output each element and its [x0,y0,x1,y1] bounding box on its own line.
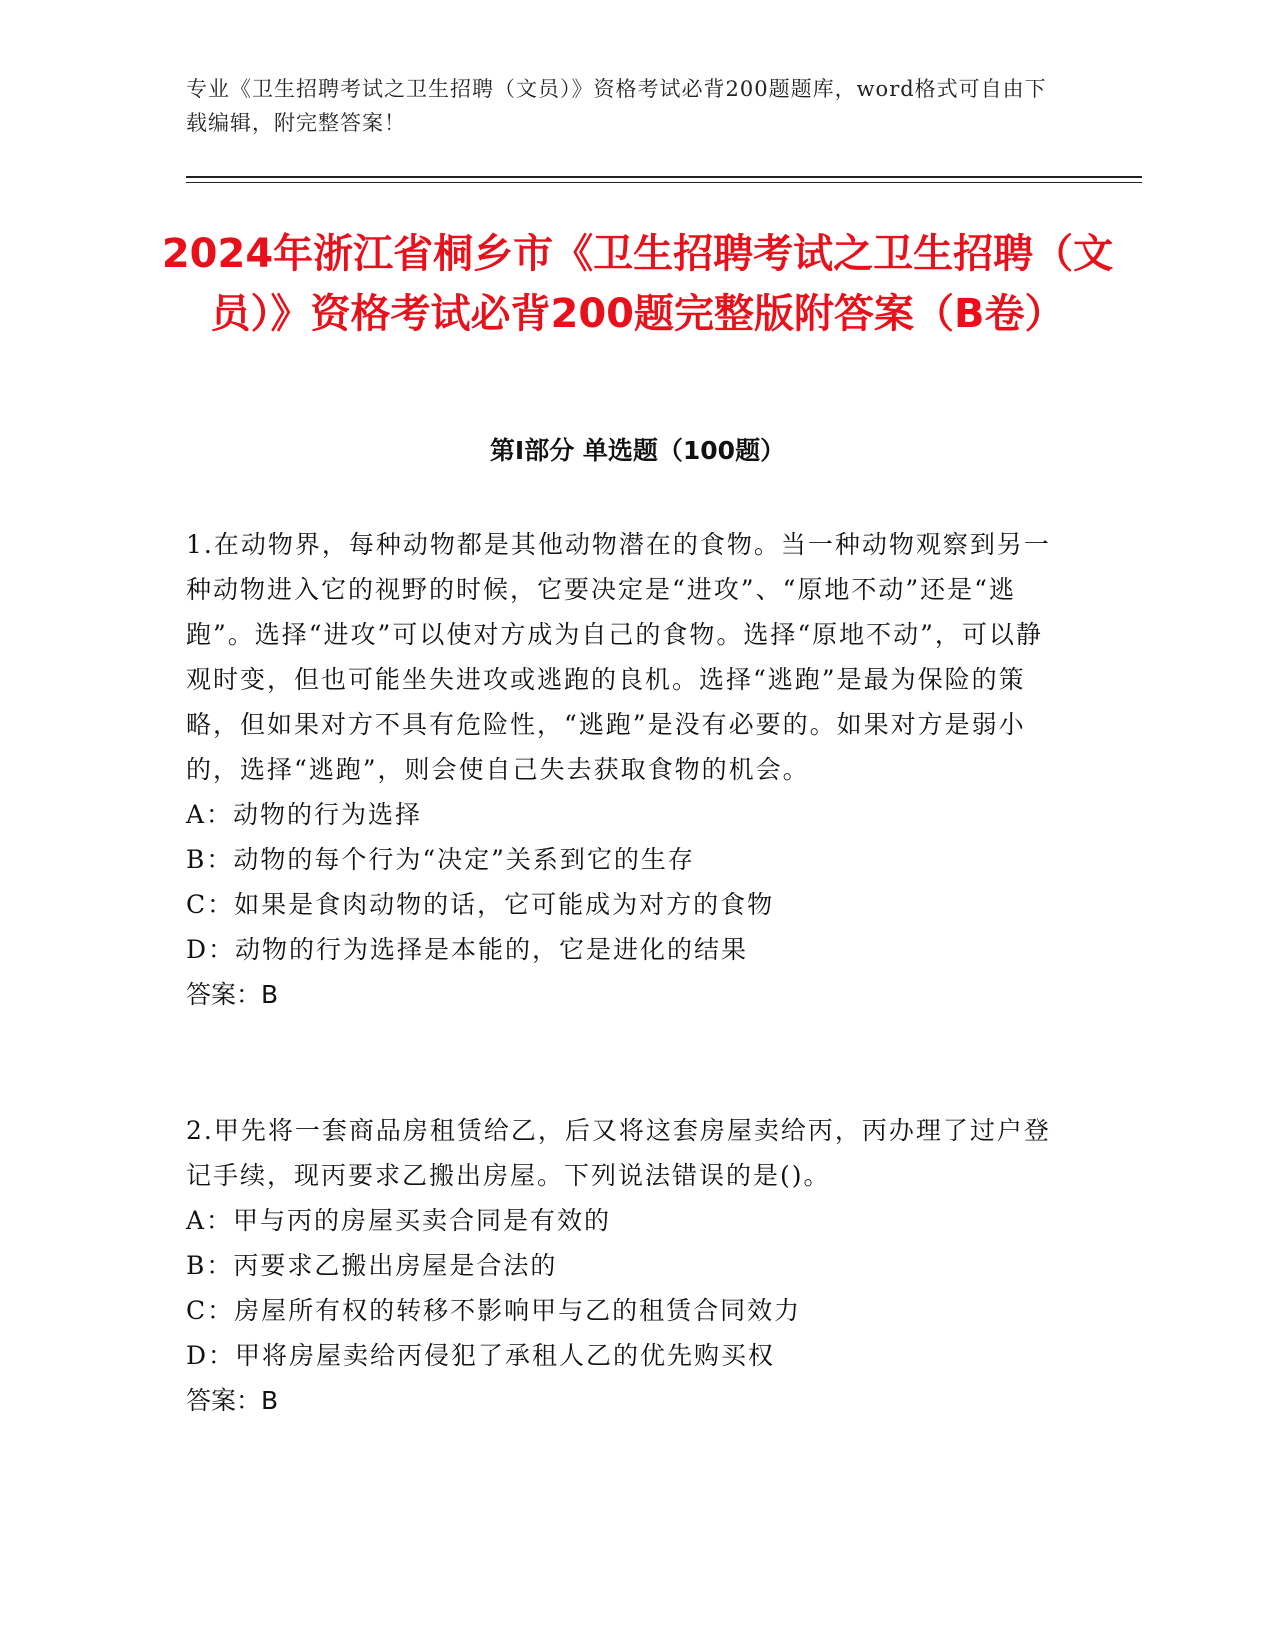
option-b: B：动物的每个行为“决定”关系到它的生存 [186,845,695,874]
option-b: B：丙要求乙搬出房屋是合法的 [186,1251,558,1280]
header-divider-thin [186,182,1142,183]
document-title: 2024年浙江省桐乡市《卫生招聘考试之卫生招聘（文员）》资格考试必背200题完整版附答案（B卷） [161,231,1114,337]
answer: 答案：B [186,980,279,1009]
question-stem: 1.在动物界，每种动物都是其他动物潜在的食物。当一种动物观察到另一种动物进入它的视野的时候，它要决定是“进攻”、“原地不动”还是“逃跑”。选择“进攻”可以使对方成为自己的食物。选择“原地不动”，可以静观时变，但也可能坐失进攻或逃跑的良机。选择“逃跑”是最为保险的策略，但如果对方不具有危险性，“逃跑”是没有必要的。如果对方是弱小的，选择“逃跑”，则会使自己失去获取食物的机会。 [186,530,1051,784]
question-stem: 2.甲先将一套商品房租赁给乙，后又将这套房屋卖给丙，丙办理了过户登记手续，现丙要求乙搬出房屋。下列说法错误的是()。 [186,1116,1051,1190]
answer: 答案：B [186,1386,279,1415]
option-c: C：房屋所有权的转移不影响甲与乙的租赁合同效力 [186,1296,802,1325]
option-a: A：甲与丙的房屋买卖合同是有效的 [186,1206,612,1235]
option-c: C：如果是食肉动物的话，它可能成为对方的食物 [186,890,775,919]
question-1 [186,522,1056,1018]
question-2 [186,1108,1056,1424]
option-d: D：甲将房屋卖给丙侵犯了承租人乙的优先购买权 [186,1341,776,1370]
header-divider-thick [186,176,1142,178]
option-a: A：动物的行为选择 [186,800,423,829]
option-d: D：动物的行为选择是本能的，它是进化的结果 [186,935,749,964]
section-heading: 第I部分 单选题（100题） [489,436,786,465]
header-note: 专业《卫生招聘考试之卫生招聘（文员）》资格考试必背200题题库，word格式可自由下载编辑，附完整答案！ [186,77,1047,135]
